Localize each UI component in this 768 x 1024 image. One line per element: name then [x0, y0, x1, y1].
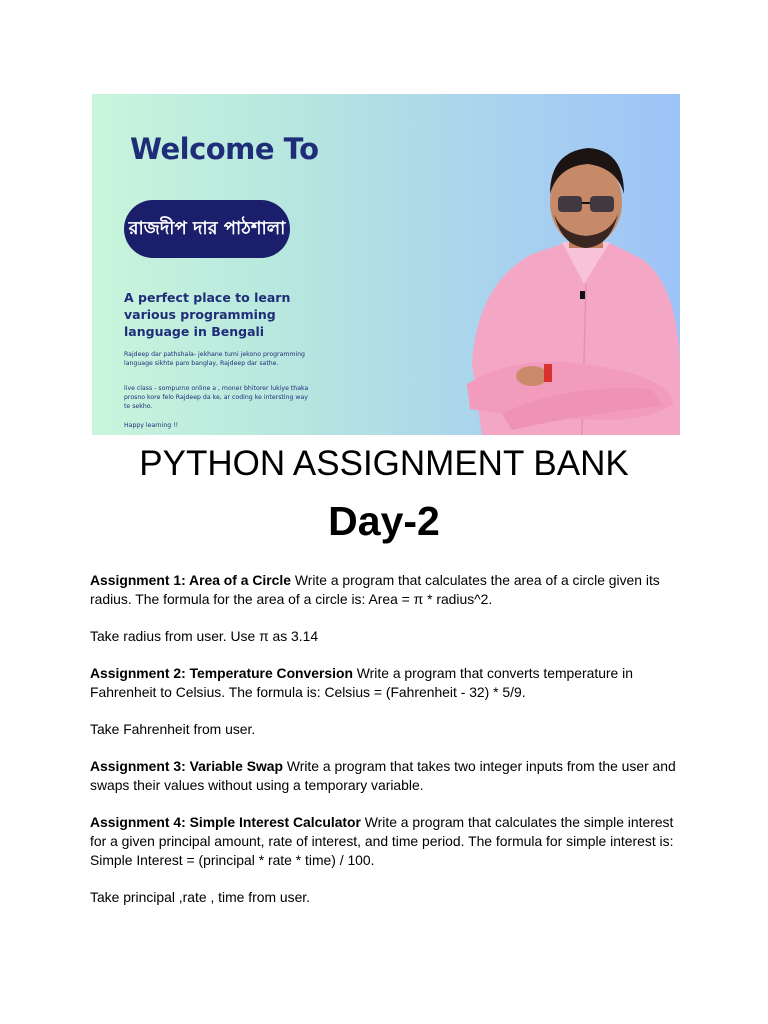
welcome-banner [92, 94, 680, 435]
assignment-text: Write a program that calculates the area of a circle given its radius. The formula for the area of a circle is: Area = π * radius^2. [90, 572, 660, 607]
brand-logo-text: রাজদীপ দার পাঠশালা [128, 217, 286, 239]
banner-welcome-heading: Welcome To [130, 132, 319, 166]
assignment-text: Write a program that converts temperature in Fahrenheit to Celsius. The formula is: Celsius = (Fahrenheit - 32) * 5/9. [90, 665, 633, 700]
assignment-item [90, 757, 690, 795]
document-day-heading: Day-2 [328, 498, 440, 544]
brand-logo-pill [124, 200, 290, 258]
assignment-item [90, 571, 690, 609]
assignment-heading: Assignment 1: Area of a Circle [90, 572, 291, 588]
banner-description-2: live class - sompurno online a , moner bhitorer lukiye thaka prosno kore felo Rajdeep da ke, ar coding ke intersting way te sekho. [124, 385, 309, 410]
assignment-heading: Assignment 3: Variable Swap [90, 758, 283, 774]
assignment-note: Take Fahrenheit from user. [90, 721, 256, 737]
assignment-note: Take radius from user. Use π as 3.14 [90, 628, 319, 644]
assignment-item [90, 664, 690, 702]
assignment-heading: Assignment 2: Temperature Conversion [90, 665, 353, 681]
assignment-item [90, 813, 690, 870]
assignment-heading: Assignment 4: Simple Interest Calculator [90, 814, 361, 830]
banner-happy-learning: Happy learning !! [124, 422, 179, 429]
assignment-text: Write a program that calculates the simple interest for a given principal amount, rate of interest, and time period. The formula for simple interest is: Simple Interest = (principal * rate * time) / 100. [90, 814, 674, 868]
banner-description-1: Rajdeep dar pathshala- jekhane tumi jekono programming language sikhte paro banglay, Rajdeep dar sathe. [124, 351, 305, 367]
assignment-note: Take principal ,rate , time from user. [90, 889, 311, 905]
instructor-photo [462, 134, 680, 435]
assignment-list [90, 571, 690, 925]
assignment-text: Write a program that takes two integer inputs from the user and swaps their values without using a temporary variable. [90, 758, 676, 793]
document-title: PYTHON ASSIGNMENT BANK [139, 444, 629, 483]
banner-tagline: A perfect place to learn various programming language in Bengali [124, 290, 291, 339]
